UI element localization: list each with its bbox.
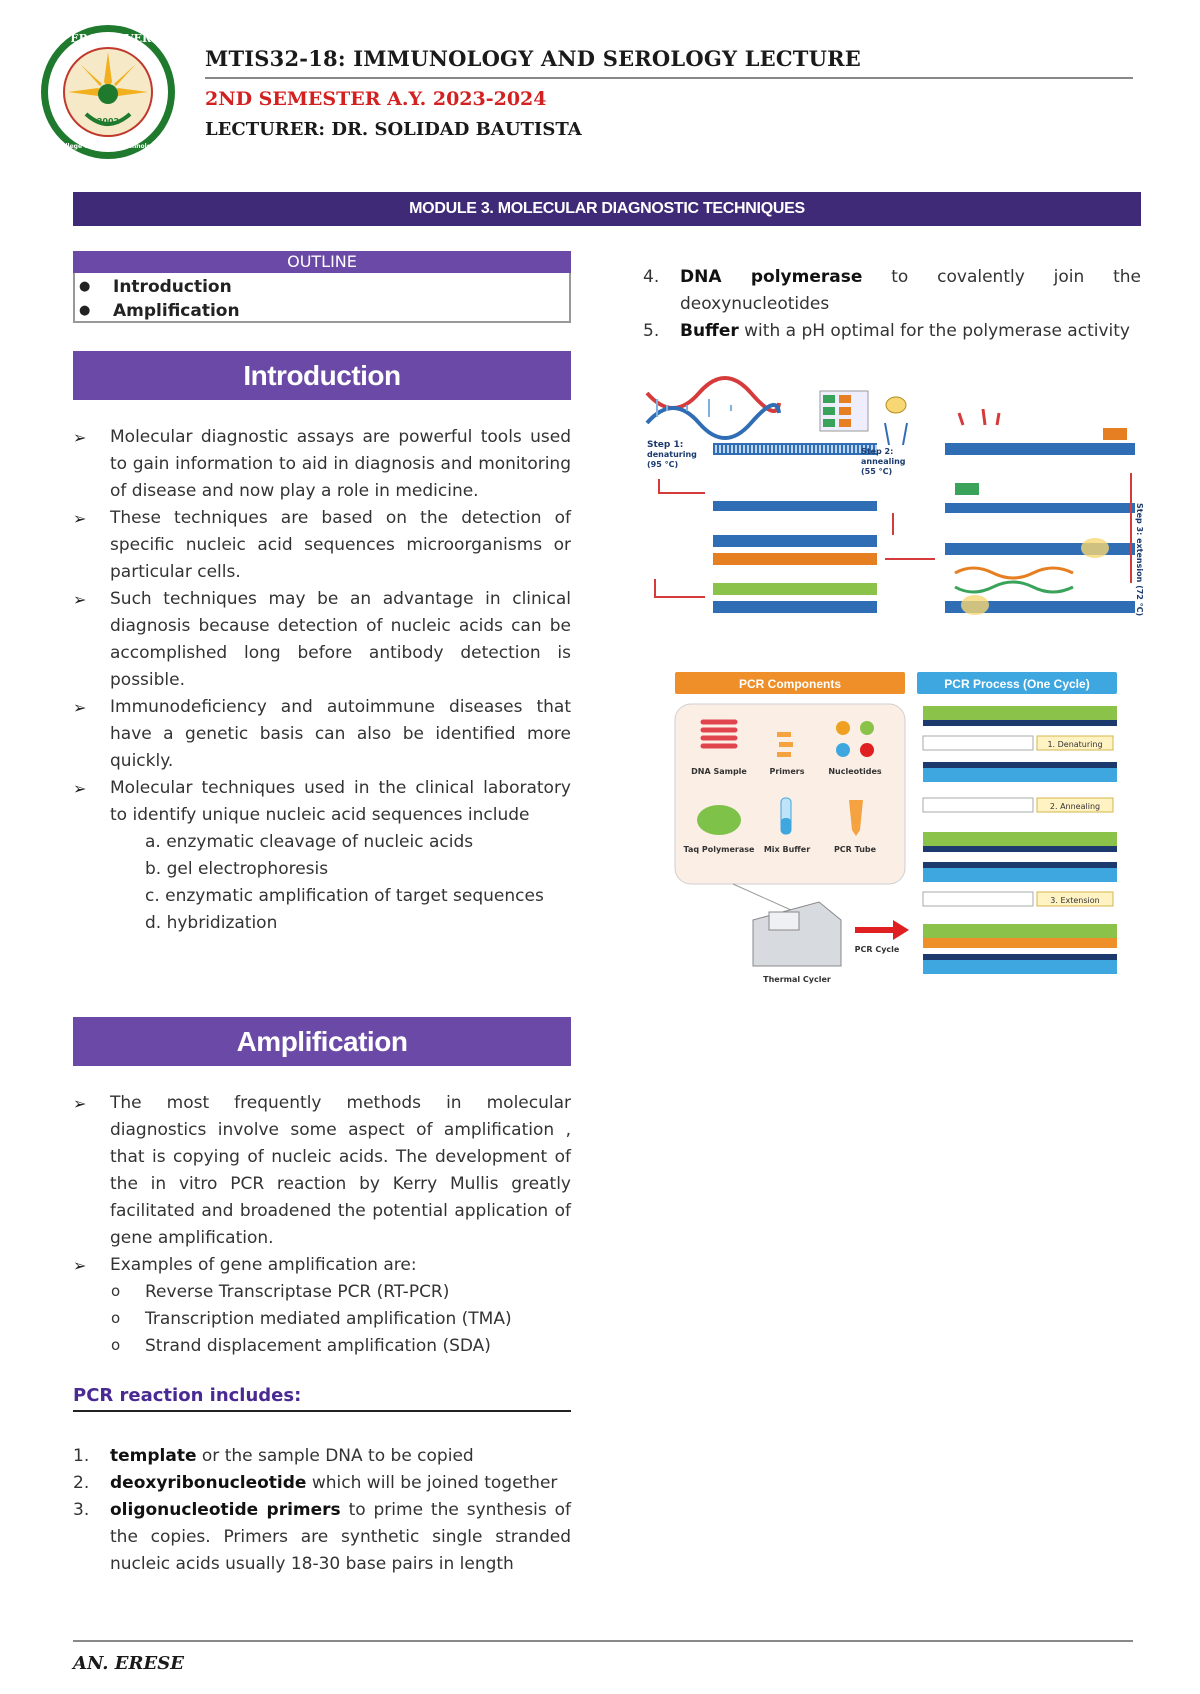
intro-bullet: ➢ These techniques are based on the detection of specific nucleic acid sequences microorganisms or particular cells. [73, 505, 571, 586]
pcr-list-right [643, 264, 1141, 345]
component-label: Mix Buffer [763, 845, 811, 854]
amp-example: o Strand displacement amplification (SDA) [73, 1333, 571, 1360]
intro-bullet: ➢ Immunodeficiency and autoimmune diseases that have a genetic basis can also be identified more quickly. [73, 694, 571, 775]
intro-bullet: ➢ Such techniques may be an advantage in clinical diagnosis because detection of nucleic acids can be accomplished long before antibody detection is possible. [73, 586, 571, 694]
footer-divider [73, 1640, 1133, 1642]
amp-bullet: ➢ The most frequently methods in molecular diagnostics involve some aspect of amplification , that is copying of nucleic acids. The development of the in vitro PCR reaction by Kerry Mullis greatly facilitated and broadened the potential application of gene amplification. [73, 1090, 571, 1252]
intro-bullet: ➢ Molecular diagnostic assays are powerful tools used to gain information to aid in diagnosis and monitoring of disease and now play a role in medicine. [73, 424, 571, 505]
amp-bullet: ➢ Examples of gene amplification are: [73, 1252, 571, 1279]
pcr-steps-figure [643, 383, 1144, 633]
course-title: MTIS32-18: IMMUNOLOGY AND SEROLOGY LECTURE [205, 46, 862, 71]
amplification-heading: Amplification [73, 1017, 571, 1066]
semester-label: 2ND SEMESTER A.Y. 2023-2024 [205, 88, 547, 110]
step1-sub: denaturing [647, 450, 697, 459]
outline-item[interactable]: ● Introduction [79, 277, 232, 297]
process-step: 2. Annealing [1049, 802, 1101, 811]
step1-label: Step 1: [647, 440, 684, 450]
component-label: Nucleotides [828, 767, 882, 776]
pcr-item: 4. DNA polymerase to covalently join the deoxynucleotides [643, 267, 1141, 314]
component-label: Taq Polymerase [683, 845, 755, 854]
footer-author: AN. ERESE [73, 1653, 184, 1674]
intro-bullet: ➢ Molecular techniques used in the clinical laboratory to identify unique nucleic acid sequences include [73, 775, 571, 829]
pcr-list-left [73, 1443, 571, 1578]
technique-item: c. enzymatic amplification of target sequences [145, 886, 544, 906]
pcr-components-figure [673, 670, 1123, 988]
pcr-reaction-heading: PCR reaction includes: [73, 1385, 571, 1412]
dna-helix-icon [647, 378, 779, 438]
logo-year-text: 2002 [96, 117, 120, 126]
step1-temp: (95 °C) [647, 460, 679, 469]
component-label: PCR Tube [833, 845, 877, 854]
technique-item: d. hybridization [145, 913, 278, 933]
primers-icon [777, 732, 793, 757]
mix-buffer-icon [781, 798, 791, 834]
technique-item: b. gel electrophoresis [145, 859, 329, 879]
process-step: 3. Extension [1050, 896, 1100, 905]
technique-item: a. enzymatic cleavage of nucleic acids [145, 832, 474, 852]
component-label: DNA Sample [691, 767, 747, 776]
process-step: 1. Denaturing [1047, 740, 1103, 749]
outline-item[interactable]: ● Amplification [79, 301, 240, 321]
outline-heading: OUTLINE [73, 251, 571, 273]
step3-label: Step 3: extension (72 °C) [1135, 503, 1144, 617]
outline-box [73, 251, 571, 323]
logo-university-text: NEW ERA UNIVERSITY [35, 32, 181, 45]
outline-list [73, 273, 571, 323]
lecturer-label: LECTURER: DR. SOLIDAD BAUTISTA [205, 119, 582, 140]
module-title-bar: MODULE 3. MOLECULAR DIAGNOSTIC TECHNIQUES [73, 192, 1141, 226]
pcr-components-label: PCR Components [739, 677, 841, 691]
amplification-content [73, 1090, 571, 1360]
pcr-cycle-label: PCR Cycle [854, 945, 900, 954]
pcr-item: 2. deoxyribonucleotide which will be joined together [73, 1473, 558, 1493]
step2-sub: annealing [861, 457, 906, 466]
logo-college-text: College of Medical Technology [56, 143, 160, 150]
step2-label: Step 2: [861, 447, 894, 456]
pcr-item: 3. oligonucleotide primers to prime the synthesis of the copies. Primers are synthetic single stranded nucleic acids usually 18-30 base pairs in length [73, 1500, 572, 1574]
university-seal-logo [35, 22, 181, 162]
pcr-item: 5. Buffer with a pH optimal for the polymerase activity [643, 321, 1130, 341]
component-label: Primers [769, 767, 805, 776]
step2-temp: (55 °C) [861, 467, 893, 476]
pcr-item: 1. template or the sample DNA to be copied [73, 1446, 474, 1466]
pcr-process-label: PCR Process (One Cycle) [944, 677, 1090, 691]
taq-polymerase-icon [697, 805, 741, 835]
thermal-cycler-label: Thermal Cycler [763, 975, 831, 984]
thermal-cycler-icon [753, 902, 841, 966]
amp-example: o Transcription mediated amplification (TMA) [73, 1306, 571, 1333]
amp-example: o Reverse Transcriptase PCR (RT-PCR) [73, 1279, 571, 1306]
introduction-heading: Introduction [73, 351, 571, 400]
introduction-content [73, 424, 571, 937]
header-divider [205, 77, 1133, 79]
